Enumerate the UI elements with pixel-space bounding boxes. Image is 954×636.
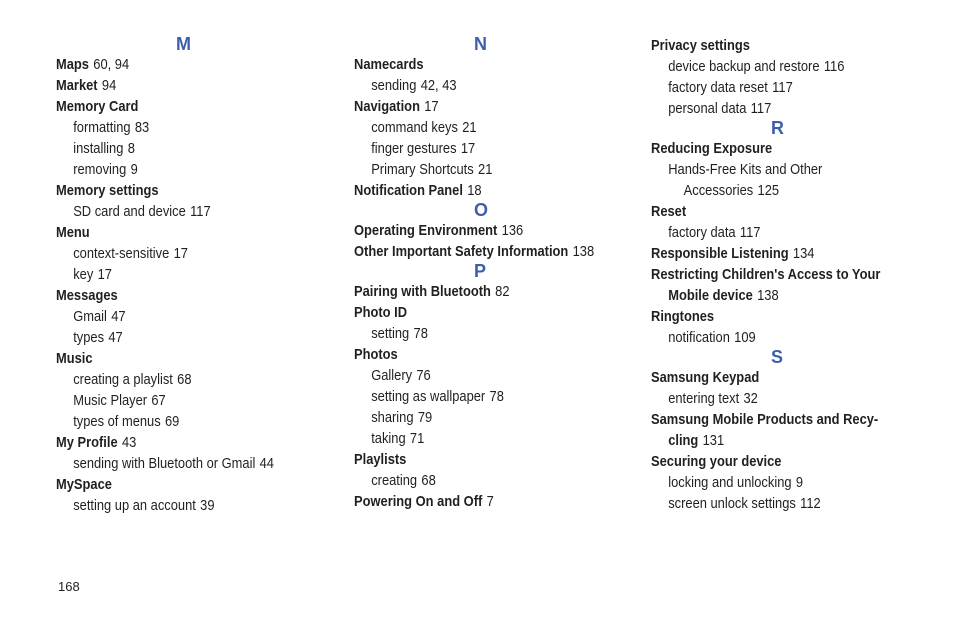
section-letter: P	[474, 261, 487, 281]
entry-term: Pairing with Bluetooth	[354, 283, 491, 300]
index-entry	[354, 302, 595, 323]
subentry-term: setting	[371, 325, 410, 342]
index-entry	[651, 451, 900, 472]
section-letter: O	[474, 200, 489, 220]
index-subentry	[56, 264, 297, 285]
index-subentry	[56, 243, 297, 264]
index-entry	[354, 491, 595, 512]
subentry-pages: 117	[772, 79, 793, 96]
index-entry	[651, 409, 900, 430]
entry-pages: 131	[702, 432, 725, 449]
index-subentry	[651, 472, 900, 493]
entry-term: Messages	[56, 287, 118, 304]
index-entry	[56, 474, 297, 495]
entry-term: Samsung Keypad	[651, 369, 760, 386]
subentry-pages: 116	[823, 58, 845, 75]
entry-term: Photos	[354, 346, 398, 363]
entry-term-continued: Mobile device	[668, 287, 753, 304]
entry-pages: 94	[101, 77, 117, 94]
index-subentry	[56, 201, 297, 222]
entry-term: Memory settings	[56, 182, 159, 199]
index-subentry	[56, 306, 297, 327]
index-entry	[651, 367, 900, 388]
subentry-pages: 79	[417, 409, 433, 426]
index-subentry	[651, 388, 900, 409]
entry-pages: 17	[424, 98, 439, 115]
entry-pages: 138	[572, 243, 595, 260]
index-entry	[651, 35, 900, 56]
entry-term: Privacy settings	[651, 37, 750, 54]
index-subentry	[56, 411, 297, 432]
subentry-term: installing	[73, 140, 124, 157]
subentry-term: personal data	[668, 100, 747, 117]
index-subentry	[651, 77, 900, 98]
subentry-pages: 17	[97, 266, 112, 283]
subentry-pages: 32	[743, 390, 758, 407]
index-entry	[56, 222, 297, 243]
index-subentry	[354, 428, 595, 449]
entry-pages: 134	[792, 245, 815, 262]
entry-pages: 60, 94	[93, 56, 130, 73]
subentry-pages: 125	[757, 182, 780, 199]
entry-term: Securing your device	[651, 453, 782, 470]
subentry-pages: 9	[795, 474, 804, 491]
section-letter: S	[771, 347, 784, 367]
index-subentry	[651, 159, 900, 180]
subentry-pages: 21	[462, 119, 477, 136]
subentry-term: Hands-Free Kits and Other	[668, 161, 823, 178]
index-entry	[56, 285, 297, 306]
section-letter: R	[771, 118, 784, 138]
entry-term: Playlists	[354, 451, 407, 468]
subentry-term: Music Player	[73, 392, 148, 409]
index-subentry	[354, 159, 595, 180]
section-letter: M	[176, 34, 191, 54]
subentry-pages: 71	[409, 430, 425, 447]
subentry-pages: 78	[489, 388, 504, 405]
subentry-pages: 117	[750, 100, 772, 117]
entry-term: Memory Card	[56, 98, 139, 115]
subentry-pages: 78	[413, 325, 428, 342]
index-entry	[354, 220, 595, 241]
entry-term: Maps	[56, 56, 89, 73]
subentry-pages: 112	[800, 495, 821, 512]
entry-term: Namecards	[354, 56, 424, 73]
subentry-term: entering text	[668, 390, 740, 407]
index-entry	[354, 344, 595, 365]
subentry-term: creating	[371, 472, 418, 489]
subentry-term: SD card and device	[73, 203, 186, 220]
index-entry	[56, 75, 297, 96]
index-entry-continued	[651, 430, 900, 451]
entry-term: Other Important Safety Information	[354, 243, 569, 260]
subentry-pages: 39	[200, 497, 215, 514]
index-subentry	[354, 470, 595, 491]
index-subentry	[354, 407, 595, 428]
subentry-term: locking and unlocking	[668, 474, 792, 491]
index-subentry	[354, 117, 595, 138]
entry-term: Menu	[56, 224, 90, 241]
entry-term: Music	[56, 350, 93, 367]
entry-term: Photo ID	[354, 304, 408, 321]
subentry-term: device backup and restore	[668, 58, 820, 75]
index-subentry	[354, 323, 595, 344]
index-subentry	[56, 327, 297, 348]
index-entry	[56, 348, 297, 369]
subentry-term: sharing	[371, 409, 414, 426]
index-subentry-continued	[651, 180, 900, 201]
entry-pages: 7	[486, 493, 494, 510]
subentry-term: types of menus	[73, 413, 161, 430]
index-subentry	[651, 56, 900, 77]
index-entry-continued	[651, 285, 900, 306]
index-subentry	[56, 495, 297, 516]
section-letter: N	[474, 34, 487, 54]
subentry-term: sending with Bluetooth or Gmail	[73, 455, 256, 472]
entry-term: Ringtones	[651, 308, 715, 325]
subentry-pages: 68	[421, 472, 436, 489]
subentry-pages: 17	[173, 245, 188, 262]
index-subentry	[56, 117, 297, 138]
subentry-term: key	[73, 266, 94, 283]
index-column-1	[56, 35, 336, 516]
subentry-term: sending	[371, 77, 417, 94]
subentry-term: setting up an account	[73, 497, 196, 514]
index-entry	[651, 201, 900, 222]
index-entry	[56, 54, 297, 75]
index-subentry	[56, 369, 297, 390]
index-subentry	[354, 138, 595, 159]
subentry-term: Primary Shortcuts	[371, 161, 474, 178]
index-subentry	[651, 493, 900, 514]
index-column-3	[651, 35, 941, 514]
index-entry	[354, 54, 595, 75]
subentry-term: taking	[371, 430, 406, 447]
index-subentry	[651, 327, 900, 348]
entry-term: Operating Environment	[354, 222, 498, 239]
subentry-pages: 42, 43	[420, 77, 457, 94]
subentry-term: Gallery	[371, 367, 413, 384]
entry-term: Notification Panel	[354, 182, 463, 199]
subentry-term: factory data reset	[668, 79, 768, 96]
subentry-term: screen unlock settings	[668, 495, 796, 512]
entry-term: Powering On and Off	[354, 493, 483, 510]
subentry-term: factory data	[668, 224, 736, 241]
subentry-term: removing	[73, 161, 127, 178]
index-entry	[56, 432, 297, 453]
index-subentry	[56, 138, 297, 159]
index-subentry	[56, 159, 297, 180]
entry-term-continued: cling	[668, 432, 699, 449]
subentry-term: Gmail	[73, 308, 107, 325]
subentry-term: context-sensitive	[73, 245, 170, 262]
entry-term: Responsible Listening	[651, 245, 789, 262]
entry-term: Market	[56, 77, 98, 94]
index-entry	[651, 264, 900, 285]
index-entry	[651, 306, 900, 327]
index-entry	[354, 180, 595, 201]
index-entry	[651, 243, 900, 264]
entry-term: Reducing Exposure	[651, 140, 773, 157]
index-entry	[354, 96, 595, 117]
subentry-pages: 68	[177, 371, 192, 388]
entry-pages: 82	[495, 283, 510, 300]
subentry-term: notification	[668, 329, 730, 346]
entry-pages: 18	[467, 182, 482, 199]
entry-term: Restricting Children's Access to Your	[651, 266, 881, 283]
subentry-pages: 47	[108, 329, 123, 346]
subentry-term: setting as wallpaper	[371, 388, 486, 405]
index-subentry	[56, 390, 297, 411]
entry-term: MySpace	[56, 476, 112, 493]
index-column-2	[354, 35, 634, 512]
subentry-pages: 117	[190, 203, 211, 220]
subentry-pages: 9	[130, 161, 138, 178]
subentry-pages: 109	[734, 329, 756, 346]
entry-pages: 136	[501, 222, 524, 239]
index-subentry	[56, 453, 297, 474]
subentry-term: formatting	[73, 119, 131, 136]
subentry-pages: 47	[111, 308, 126, 325]
index-entry	[56, 96, 297, 117]
subentry-pages: 8	[127, 140, 135, 157]
index-entry	[354, 241, 595, 262]
index-entry	[56, 180, 297, 201]
entry-pages: 138	[757, 287, 779, 304]
subentry-term: command keys	[371, 119, 458, 136]
subentry-term: finger gestures	[371, 140, 457, 157]
index-subentry	[354, 365, 595, 386]
page-number: 168	[58, 579, 80, 594]
subentry-pages: 21	[478, 161, 493, 178]
entry-term: Reset	[651, 203, 687, 220]
index-subentry	[651, 98, 900, 119]
entry-pages: 43	[121, 434, 137, 451]
index-entry	[354, 281, 595, 302]
subentry-term-continued: Accessories	[683, 182, 754, 199]
entry-term: My Profile	[56, 434, 118, 451]
subentry-term: creating a playlist	[73, 371, 173, 388]
index-subentry	[651, 222, 900, 243]
subentry-pages: 17	[460, 140, 476, 157]
subentry-pages: 69	[164, 413, 180, 430]
entry-term: Navigation	[354, 98, 420, 115]
subentry-pages: 83	[134, 119, 150, 136]
entry-term: Samsung Mobile Products and Recy-	[651, 411, 879, 428]
index-entry	[651, 138, 900, 159]
index-subentry	[354, 75, 595, 96]
subentry-pages: 117	[739, 224, 761, 241]
subentry-pages: 76	[416, 367, 431, 384]
subentry-pages: 44	[259, 455, 274, 472]
subentry-term: types	[73, 329, 105, 346]
index-entry	[354, 449, 595, 470]
index-subentry	[354, 386, 595, 407]
subentry-pages: 67	[151, 392, 166, 409]
